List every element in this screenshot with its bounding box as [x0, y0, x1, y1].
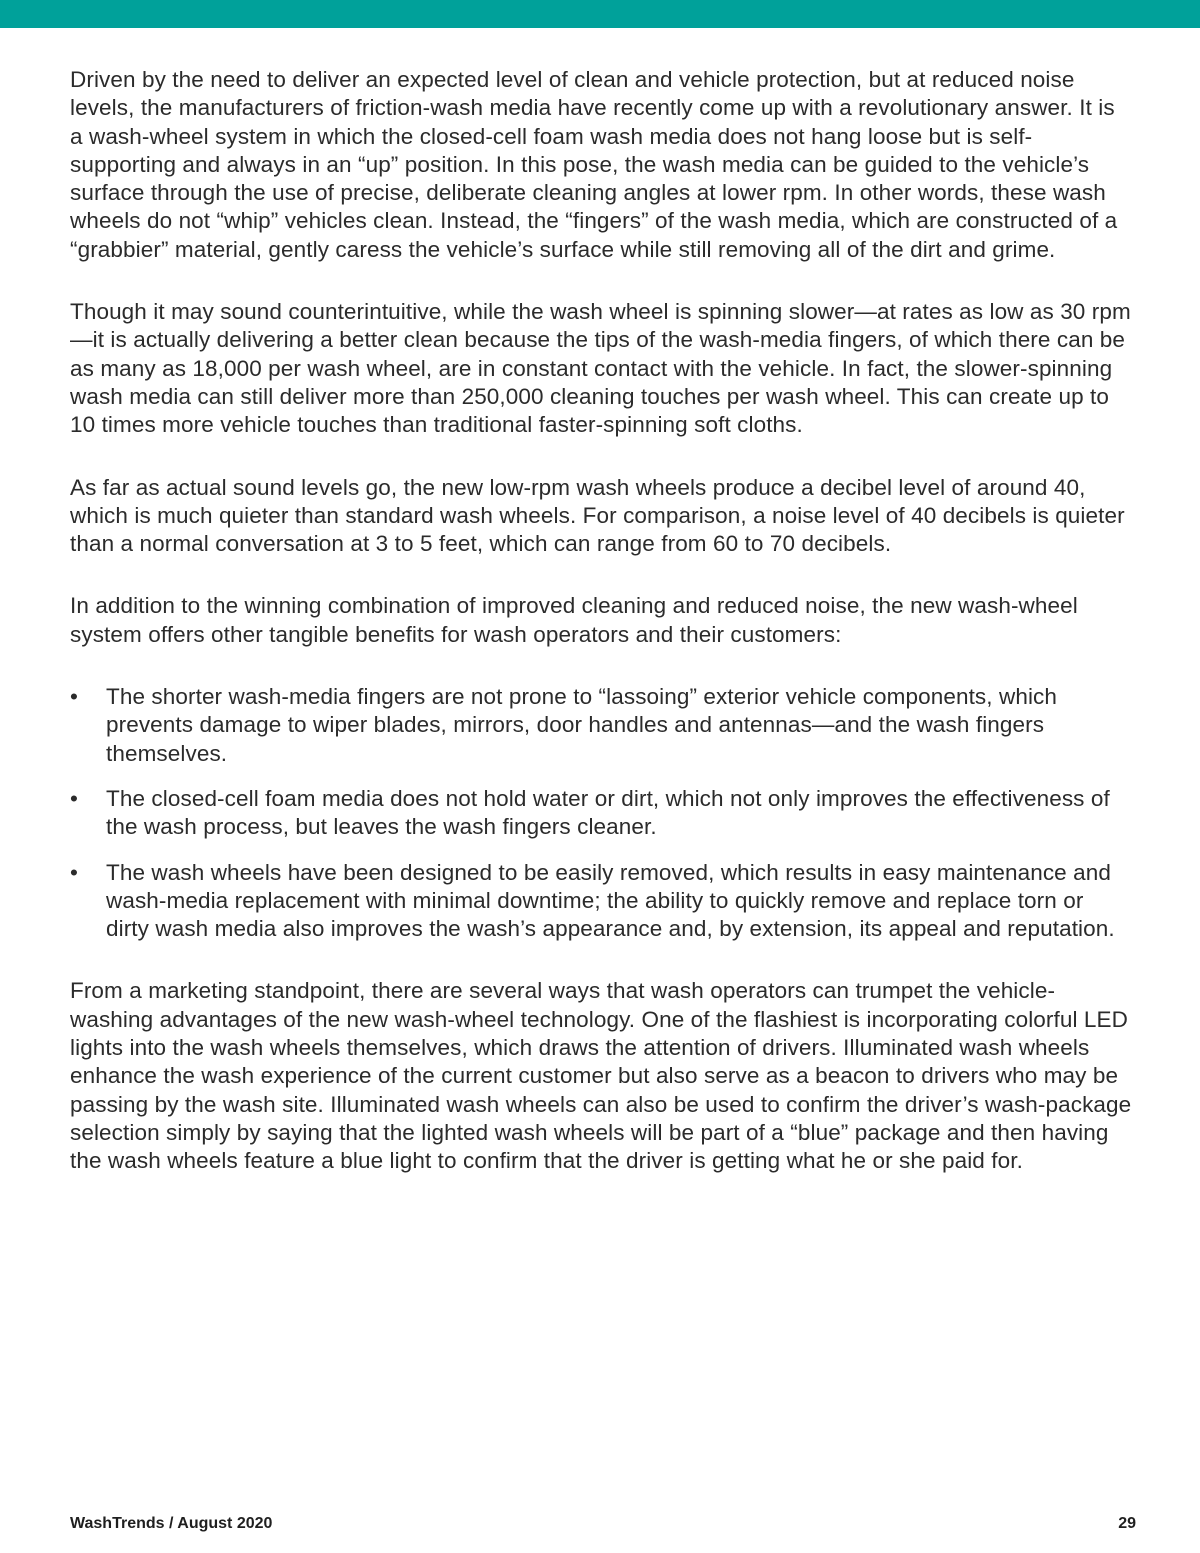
- paragraph: In addition to the winning combination of improved cleaning and reduced noise, the new wash-wheel system offers other tangible benefits for wash operators and their customers:: [70, 593, 1078, 647]
- list-item-text: The closed-cell foam media does not hold water or dirt, which not only improves the effectiveness of the wash process, but leaves the wash fingers cleaner.: [106, 785, 1110, 840]
- article-body: [70, 66, 1132, 1210]
- paragraph: Though it may sound counterintuitive, while the wash wheel is spinning slower—at rates as low as 30 rpm—it is actually delivering a better clean because the tips of the wash-media fingers, of which there can be as many as 18,000 per wash wheel, are in constant contact with the vehicle. In fact, the slower-spinning wash media can still deliver more than 250,000 cleaning touches per wash wheel. This can create up to 10 times more vehicle touches than traditional faster-spinning soft cloths.: [70, 299, 1131, 438]
- bullet-dot: •: [70, 684, 78, 710]
- page-number: 29: [1118, 1515, 1136, 1532]
- paragraph: From a marketing standpoint, there are several ways that wash operators can trumpet the vehicle-washing advantages of the new wash-wheel technology. One of the flashiest is incorporating colorful LED lights into the wash wheels themselves, which draws the attention of drivers. Illuminated wash wheels enhance the wash experience of the current customer but also serve as a beacon to drivers who may be passing by the wash site. Illuminated wash wheels can also be used to confirm the driver’s wash-package selection simply by saying that the lighted wash wheels will be part of a “blue” package and then having the wash wheels feature a blue light to confirm that the driver is getting what he or she paid for.: [70, 978, 1132, 1174]
- benefits-list: [70, 683, 1132, 943]
- list-item: [70, 785, 1132, 842]
- bullet-dot: •: [70, 859, 78, 885]
- bullet-dot: •: [70, 785, 78, 811]
- list-item: [70, 683, 1132, 768]
- publication-credit: WashTrends / August 2020: [70, 1515, 273, 1532]
- list-item: [70, 859, 1132, 944]
- list-item-text: The shorter wash-media fingers are not prone to “lassoing” exterior vehicle components, which prevents damage to wiper blades, mirrors, door handles and antennas—and the wash fingers themselves.: [106, 684, 1058, 766]
- paragraph: As far as actual sound levels go, the new low-rpm wash wheels produce a decibel level of around 40, which is much quieter than standard wash wheels. For comparison, a noise level of 40 decibels is quieter than a normal conversation at 3 to 5 feet, which can range from 60 to 70 decibels.: [70, 474, 1125, 557]
- paragraph: Driven by the need to deliver an expected level of clean and vehicle protection, but at reduced noise levels, the manufacturers of friction-wash media have recently come up with a revolutionary answer. It is a wash-wheel system in which the closed-cell foam wash media does not hang loose but is self-supporting and always in an “up” position. In this pose, the wash media can be guided to the vehicle’s surface through the use of precise, deliberate cleaning angles at lower rpm. In other words, these wash wheels do not “whip” vehicles clean. Instead, the “fingers” of the wash media, which are constructed of a “grabbier” material, gently caress the vehicle’s surface while still removing all of the dirt and grime.: [70, 67, 1118, 262]
- list-item-text: The wash wheels have been designed to be easily removed, which results in easy maintenance and wash-media replacement with minimal downtime; the ability to quickly remove and replace torn or dirty wash media also improves the wash’s appearance and, by extension, its appeal and reputation.: [106, 859, 1115, 942]
- page-footer: [70, 1515, 1136, 1539]
- header-accent-band: [0, 0, 1200, 28]
